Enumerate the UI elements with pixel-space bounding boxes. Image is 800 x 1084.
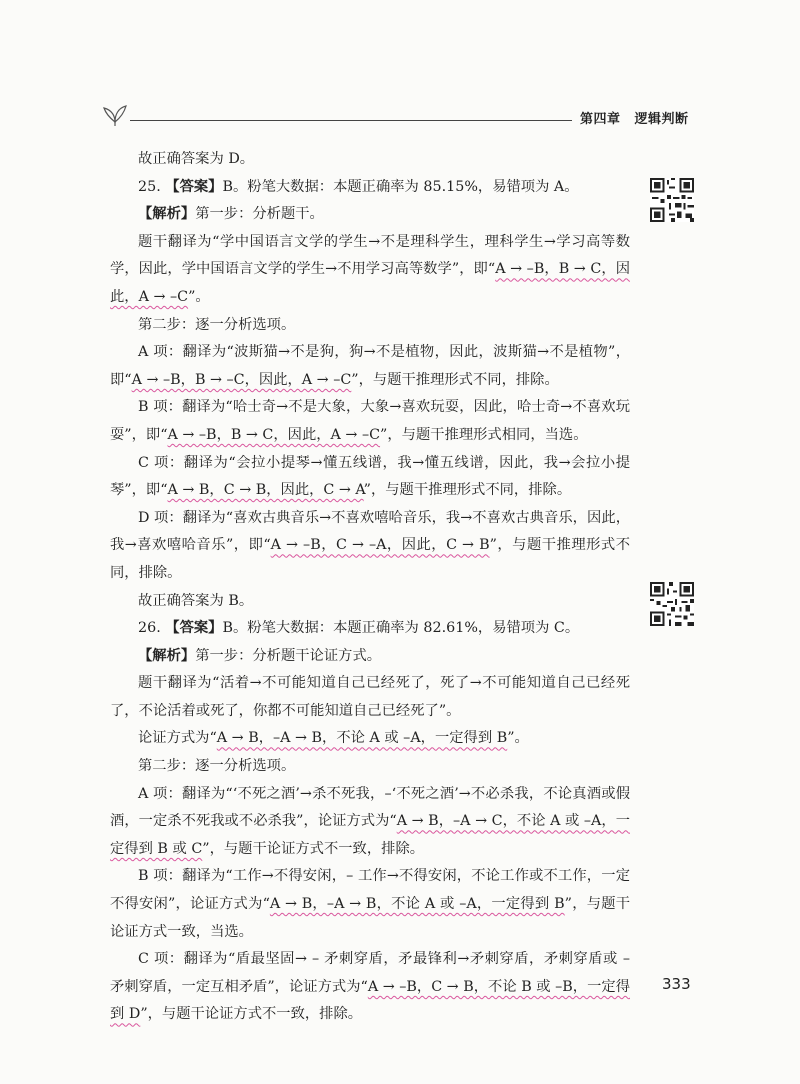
paragraph <box>110 588 630 616</box>
paragraph <box>110 312 630 340</box>
section-label: 【答案】 <box>165 178 223 195</box>
text-run: 第一步：分析题干论证方式。 <box>195 647 382 664</box>
formula-highlight: A → B，–A → C，不论 A 或 –A，一定得到 B 或 C <box>110 813 630 857</box>
text-run: 25. <box>138 178 166 195</box>
text-run: ”，与题干论证方式不一致，排除。 <box>140 1006 363 1023</box>
text-run: ”，与题干论证方式不一致，排除。 <box>202 840 425 857</box>
answer-explanation-body <box>110 146 630 1029</box>
formula-highlight: A → B，–A → B，不论 A 或 –A，一定得到 B <box>216 730 508 747</box>
text-run: B。粉笔大数据：本题正确率为 82.61%，易错项为 C。 <box>222 620 580 637</box>
section-label: 【解析】 <box>138 206 196 223</box>
text-run: C 项：翻译为“盾最坚固→ – 矛刺穿盾，矛最锋利→矛刺穿盾，矛刺穿盾或 – 矛刺穿盾，一定互相矛盾”，论证方式为“ <box>110 951 630 995</box>
text-run: 故正确答案为 B。 <box>138 592 254 609</box>
text-run: 第一步：分析题干。 <box>195 206 324 223</box>
qr-code-icon[interactable] <box>650 582 694 626</box>
formula-highlight: A → B，–A → B，不论 A 或 –A，一定得到 B <box>269 896 565 913</box>
text-run: ”，与题干推理形式相同，当选。 <box>380 426 588 443</box>
section-label: 【答案】 <box>165 620 223 637</box>
paragraph <box>110 946 630 1029</box>
paragraph <box>110 753 630 781</box>
text-run: ”。 <box>188 288 210 305</box>
page-header <box>0 0 800 140</box>
paragraph <box>110 781 630 864</box>
text-run: A 项：翻译为“波斯猫→不是狗，狗→不是植物，因此，波斯猫→不是植物”，即“ <box>110 344 631 388</box>
text-run: ”，与题干推理形式不同，排除。 <box>110 537 630 581</box>
text-run: ”，与题干推理形式不同，排除。 <box>363 482 572 499</box>
paragraph <box>110 863 630 946</box>
text-run: 题干翻译为“学中国语言文学的学生→不是理科学生，理科学生→学习高等数学，因此，学中国语言文学的学生→不用学习高等数学”，即“ <box>110 233 630 278</box>
qr-code-icon[interactable] <box>650 178 694 222</box>
formula-highlight: A → –B，C → B，不论 B 或 –B，一定得到 D <box>110 978 630 1023</box>
paragraph <box>110 201 630 229</box>
text-run: 故正确答案为 D。 <box>138 151 255 167</box>
paragraph <box>110 725 630 753</box>
text-run: B 项：翻译为“哈士奇→不是大象，大象→喜欢玩耍，因此，哈士奇→不喜欢玩耍”，即“ <box>110 399 630 443</box>
paragraph <box>110 643 630 671</box>
chapter-title: 逻辑判断 <box>634 112 689 127</box>
chapter-heading <box>580 108 689 127</box>
text-run: ”，与题干推理形式不同，排除。 <box>351 371 559 388</box>
paragraph <box>110 339 630 394</box>
text-run: 论证方式为“ <box>138 730 217 747</box>
paragraph <box>110 394 630 449</box>
paragraph <box>110 615 630 643</box>
text-run: ”，与题干论证方式一致，当选。 <box>110 896 631 940</box>
text-run: 第二步：逐一分析选项。 <box>138 316 296 333</box>
formula-highlight: A → –B，B → C，因此，A → –C <box>167 426 381 443</box>
text-run: ”。 <box>507 730 529 747</box>
page-number: 333 <box>662 975 691 993</box>
paragraph <box>110 450 630 505</box>
text-run: D 项：翻译为“喜欢古典音乐→不喜欢嘻哈音乐，我→不喜欢古典音乐，因此，我→喜欢嘻哈音乐”，即“ <box>110 509 630 554</box>
paragraph <box>110 670 630 725</box>
text-run: B 项：翻译为“工作→不得安闲，– 工作→不得安闲，不论工作或不工作，一定不得安闲”，论证方式为“ <box>110 868 630 913</box>
section-label: 【解析】 <box>138 647 196 664</box>
formula-highlight: A → –B，B → –C，因此，A → –C <box>131 371 352 388</box>
formula-highlight: A → –B，B → C，因此，A → –C <box>110 261 630 305</box>
text-run: 第二步：逐一分析选项。 <box>138 758 296 775</box>
text-run: B。粉笔大数据：本题正确率为 85.15%，易错项为 A。 <box>222 178 579 195</box>
leaf-ornament-icon <box>100 100 130 126</box>
paragraph <box>110 229 630 312</box>
text-run: 题干翻译为“活着→不可能知道自己已经死了，死了→不可能知道自己已经死了，不论活着或死了，你都不可能知道自己已经死了”。 <box>110 675 630 719</box>
paragraph <box>110 146 630 174</box>
paragraph <box>110 505 630 588</box>
header-rule <box>130 120 572 121</box>
formula-highlight: A → B，C → B，因此，C → A <box>167 482 364 499</box>
formula-highlight: A → –B，C → –A，因此，C → B <box>270 537 490 554</box>
text-run: 26. <box>138 620 166 637</box>
text-run: C 项：翻译为“会拉小提琴→懂五线谱，我→懂五线谱，因此，我→会拉小提琴”，即“ <box>110 454 630 499</box>
paragraph <box>110 174 630 202</box>
chapter-number: 第四章 <box>580 112 621 127</box>
text-run: A 项：翻译为“‘不死之酒’→杀不死我，–‘不死之酒’→不必杀我，不论真酒或假酒，一定杀不死我或不必杀我”，论证方式为“ <box>110 785 630 830</box>
